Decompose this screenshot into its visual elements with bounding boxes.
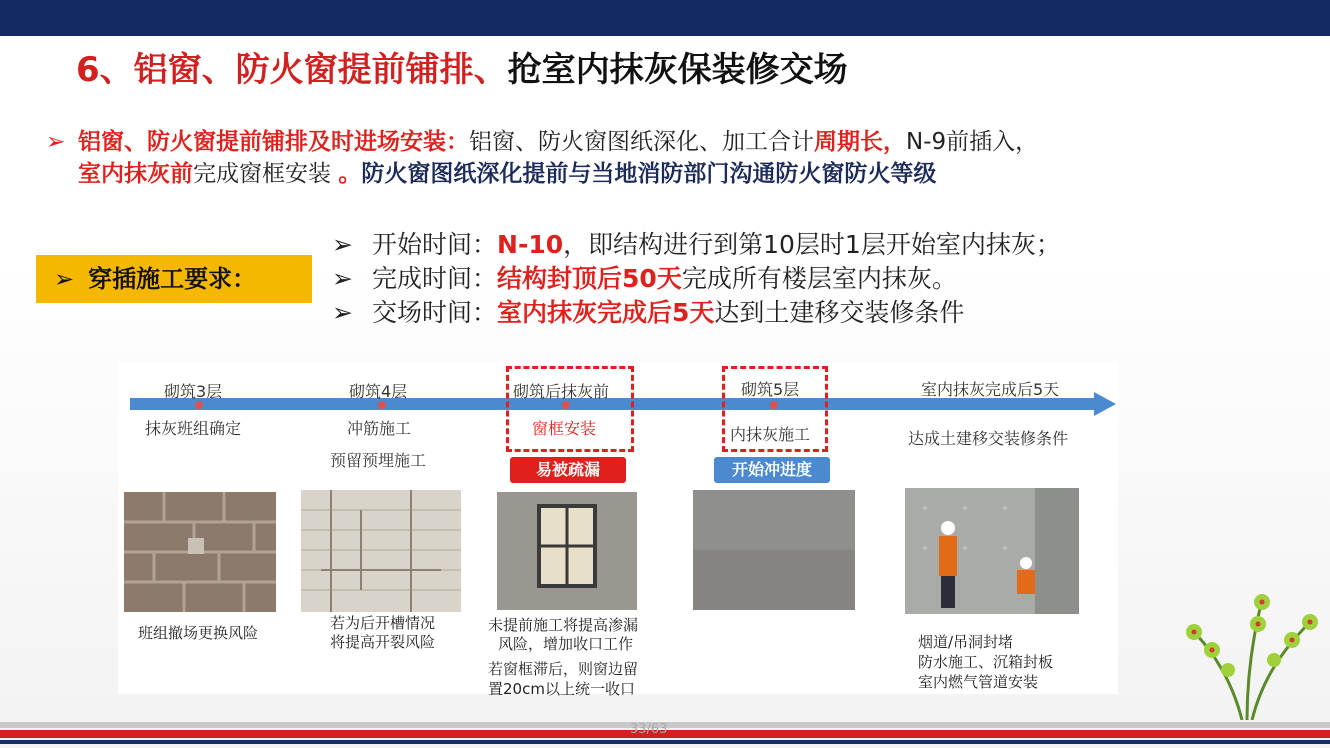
bullet-highlight-2: 室内抹灰前 — [78, 161, 193, 187]
timeline-arrowhead-icon — [1094, 392, 1116, 416]
stage-bottom-label: 达成土建移交装修条件 — [908, 429, 1069, 448]
workers-concrete-wall-photo — [905, 488, 1079, 614]
stage-top-label: 砌筑后抹灰前 — [513, 382, 610, 401]
arrow-bullet-icon: ➢ — [332, 230, 353, 259]
page-number: 33/63 — [630, 722, 668, 737]
requirement-item — [332, 228, 1061, 262]
bullet-text-1: 铝窗、防火窗图纸深化、加工合计 — [469, 129, 814, 155]
arrow-bullet-icon: ➢ — [54, 265, 75, 293]
timeline-dot — [195, 401, 203, 409]
stage-bottom-label: 抹灰班组确定 — [145, 419, 242, 438]
arrow-bullet-icon: ➢ — [46, 129, 66, 155]
bullet-text-2: N-9前插入， — [906, 129, 1039, 155]
stage-top-label: 砌筑3层 — [164, 382, 223, 401]
stage-caption: 将提高开裂风险 — [330, 633, 436, 651]
requirement-tag — [36, 255, 312, 303]
plastered-wall-photo — [693, 490, 855, 610]
title-red-part: 6、铝窗、防火窗提前铺排、 — [76, 50, 508, 90]
wall-conduit-photo — [301, 490, 461, 612]
bullet-lead: 铝窗、防火窗提前铺排及时进场安装： — [78, 129, 469, 155]
bullet-dot: 。 — [338, 161, 362, 187]
bullet-text-3: 完成窗框安装 — [193, 161, 339, 187]
timeline-dot — [378, 401, 386, 409]
req-label: 完成时间： — [372, 264, 498, 293]
req-label: 开始时间： — [372, 230, 498, 259]
stage-top-label: 砌筑5层 — [741, 380, 800, 399]
req-highlight: 室内抹灰完成后5天 — [497, 298, 715, 327]
req-rest: ，即结构进行到第10层时1层开始室内抹灰； — [563, 230, 1061, 259]
stage-bottom-label: 窗框安装 — [532, 419, 597, 438]
bullet-highlight-1: 周期长， — [814, 129, 906, 155]
stage-caption: 置20cm以上统一收口 — [488, 680, 635, 698]
stage-caption: 若为后开槽情况 — [330, 614, 436, 632]
slide-title — [76, 42, 848, 91]
stage-caption: 烟道/吊洞封堵 — [918, 633, 1014, 651]
start-progress-badge: 开始冲进度 — [714, 457, 830, 483]
top-bar — [0, 0, 1330, 36]
stage-caption: 班组撤场更换风险 — [138, 624, 259, 642]
req-label: 交场时间： — [372, 298, 498, 327]
req-rest: 达到土建移交装修条件 — [714, 298, 965, 327]
stage-caption: 未提前施工将提高渗漏 — [488, 616, 639, 634]
title-black-part: 抢室内抹灰保装修交场 — [507, 50, 848, 90]
stage-top-label: 室内抹灰完成后5天 — [921, 380, 1060, 399]
stage-bottom-label: 冲筋施工 — [347, 419, 412, 438]
bullet-paragraph — [46, 126, 1286, 190]
orchid-decoration-icon — [1172, 590, 1328, 720]
stage-bottom-label: 预留预埋施工 — [330, 451, 427, 470]
arrow-bullet-icon: ➢ — [332, 264, 353, 293]
requirement-item — [332, 262, 1061, 296]
requirement-list — [332, 228, 1061, 330]
easily-overlooked-badge: 易被疏漏 — [510, 457, 626, 483]
requirement-tag-label: 穿插施工要求： — [88, 265, 257, 293]
stage-caption: 室内燃气管道安装 — [918, 673, 1039, 691]
stage-caption: 若窗框滞后，则窗边留 — [488, 660, 639, 678]
stage-bottom-label: 内抹灰施工 — [730, 425, 811, 444]
window-frame-photo — [497, 492, 637, 610]
requirement-item — [332, 296, 1061, 330]
bullet-navy-text: 防火窗图纸深化提前与当地消防部门沟通防火窗防火等级 — [361, 161, 937, 187]
brick-wall-photo — [124, 492, 276, 612]
arrow-bullet-icon: ➢ — [332, 298, 353, 327]
footer-stripe — [0, 740, 1330, 744]
stage-top-label: 砌筑4层 — [349, 382, 408, 401]
stage-caption: 风险，增加收口工作 — [498, 635, 634, 653]
stage-caption: 防水施工、沉箱封板 — [918, 653, 1054, 671]
req-rest: 完成所有楼层室内抹灰。 — [681, 264, 957, 293]
req-highlight: N-10 — [497, 230, 564, 259]
req-highlight: 结构封顶后50天 — [497, 264, 682, 293]
